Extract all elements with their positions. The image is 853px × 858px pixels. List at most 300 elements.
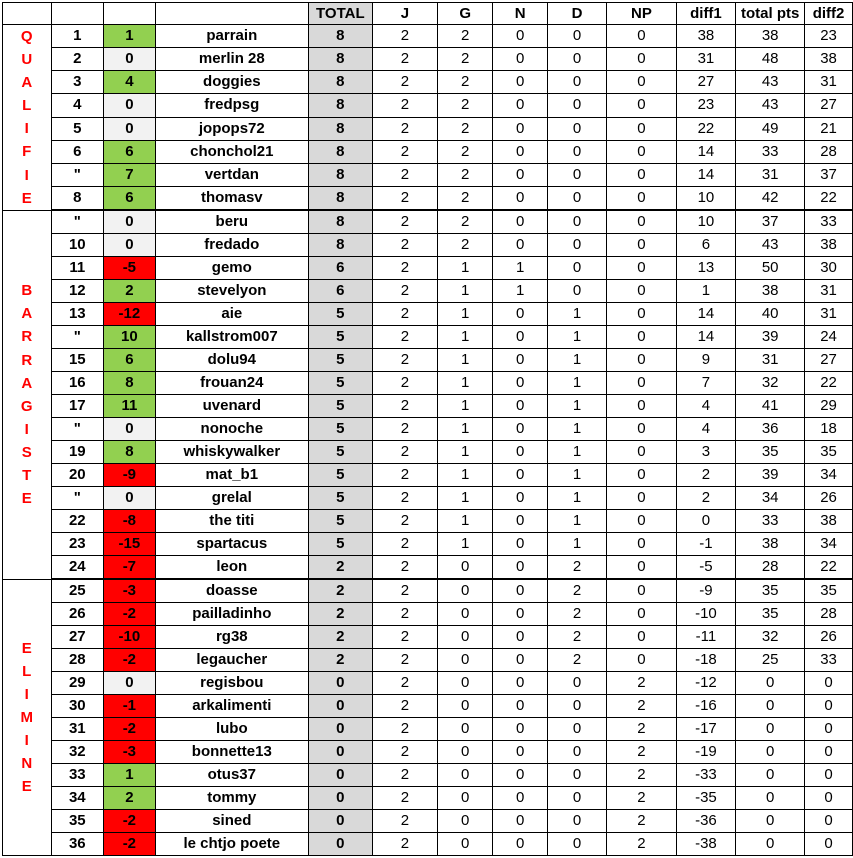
player-name: leon bbox=[155, 556, 308, 580]
total-pts-cell: 43 bbox=[736, 234, 805, 257]
rank-cell: 31 bbox=[51, 718, 104, 741]
player-name: chonchol21 bbox=[155, 140, 308, 163]
drawn-cell: 0 bbox=[493, 140, 547, 163]
won-cell: 2 bbox=[438, 186, 493, 210]
rank-cell: " bbox=[51, 487, 104, 510]
lost-cell: 0 bbox=[547, 787, 606, 810]
drawn-cell: 0 bbox=[493, 810, 547, 833]
total-pts-cell: 0 bbox=[736, 787, 805, 810]
rank-cell: 11 bbox=[51, 257, 104, 280]
played-cell: 2 bbox=[372, 787, 437, 810]
lost-cell: 1 bbox=[547, 487, 606, 510]
won-cell: 1 bbox=[438, 487, 493, 510]
drawn-cell: 0 bbox=[493, 787, 547, 810]
move-cell: 6 bbox=[104, 140, 156, 163]
table-row bbox=[3, 533, 853, 556]
drawn-cell: 0 bbox=[493, 833, 547, 856]
total-pts-cell: 48 bbox=[736, 48, 805, 71]
move-cell: -8 bbox=[104, 510, 156, 533]
player-name: gemo bbox=[155, 257, 308, 280]
total-cell: 6 bbox=[308, 280, 372, 303]
diff2-cell: 23 bbox=[805, 25, 853, 48]
played-cell: 2 bbox=[372, 418, 437, 441]
player-name: merlin 28 bbox=[155, 48, 308, 71]
lost-cell: 2 bbox=[547, 626, 606, 649]
player-name: whiskywalker bbox=[155, 441, 308, 464]
total-pts-cell: 33 bbox=[736, 510, 805, 533]
diff1-cell: 13 bbox=[676, 257, 736, 280]
diff1-cell: -18 bbox=[676, 649, 736, 672]
drawn-cell: 0 bbox=[493, 326, 547, 349]
lost-cell: 2 bbox=[547, 556, 606, 580]
move-cell: -15 bbox=[104, 533, 156, 556]
drawn-cell: 0 bbox=[493, 163, 547, 186]
table-row bbox=[3, 464, 853, 487]
played-cell: 2 bbox=[372, 395, 437, 418]
not-played-cell: 0 bbox=[607, 603, 676, 626]
drawn-cell: 0 bbox=[493, 117, 547, 140]
diff2-cell: 28 bbox=[805, 140, 853, 163]
not-played-cell: 0 bbox=[607, 556, 676, 580]
diff1-cell: -12 bbox=[676, 672, 736, 695]
move-cell: -9 bbox=[104, 464, 156, 487]
won-cell: 1 bbox=[438, 395, 493, 418]
lost-cell: 0 bbox=[547, 71, 606, 94]
won-cell: 2 bbox=[438, 210, 493, 234]
diff1-cell: -5 bbox=[676, 556, 736, 580]
move-cell: 0 bbox=[104, 487, 156, 510]
not-played-cell: 0 bbox=[607, 186, 676, 210]
not-played-cell: 2 bbox=[607, 764, 676, 787]
won-cell: 0 bbox=[438, 810, 493, 833]
rank-cell: 29 bbox=[51, 672, 104, 695]
diff2-cell: 35 bbox=[805, 441, 853, 464]
move-cell: 0 bbox=[104, 94, 156, 117]
total-cell: 5 bbox=[308, 349, 372, 372]
stage-letters: Q U A L I F I E bbox=[20, 28, 33, 207]
drawn-cell: 0 bbox=[493, 649, 547, 672]
move-cell: 4 bbox=[104, 71, 156, 94]
lost-cell: 0 bbox=[547, 280, 606, 303]
played-cell: 2 bbox=[372, 510, 437, 533]
not-played-cell: 0 bbox=[607, 349, 676, 372]
diff2-cell: 0 bbox=[805, 672, 853, 695]
total-pts-cell: 38 bbox=[736, 280, 805, 303]
diff2-cell: 35 bbox=[805, 579, 853, 603]
lost-cell: 1 bbox=[547, 441, 606, 464]
won-cell: 2 bbox=[438, 140, 493, 163]
total-pts-cell: 43 bbox=[736, 71, 805, 94]
drawn-cell: 0 bbox=[493, 626, 547, 649]
table-row bbox=[3, 210, 853, 234]
diff2-cell: 27 bbox=[805, 349, 853, 372]
played-cell: 2 bbox=[372, 326, 437, 349]
diff2-cell: 0 bbox=[805, 695, 853, 718]
not-played-cell: 0 bbox=[607, 510, 676, 533]
won-cell: 0 bbox=[438, 718, 493, 741]
played-cell: 2 bbox=[372, 94, 437, 117]
played-cell: 2 bbox=[372, 349, 437, 372]
won-cell: 0 bbox=[438, 672, 493, 695]
diff1-cell: 2 bbox=[676, 487, 736, 510]
not-played-cell: 2 bbox=[607, 695, 676, 718]
diff2-cell: 24 bbox=[805, 326, 853, 349]
rank-cell: 33 bbox=[51, 764, 104, 787]
diff2-cell: 26 bbox=[805, 626, 853, 649]
drawn-cell: 0 bbox=[493, 234, 547, 257]
move-cell: -3 bbox=[104, 579, 156, 603]
rank-cell: 28 bbox=[51, 649, 104, 672]
drawn-cell: 0 bbox=[493, 718, 547, 741]
rank-cell: 8 bbox=[51, 186, 104, 210]
diff1-cell: 4 bbox=[676, 395, 736, 418]
total-pts-cell: 33 bbox=[736, 140, 805, 163]
rank-cell: 27 bbox=[51, 626, 104, 649]
not-played-cell: 2 bbox=[607, 833, 676, 856]
not-played-cell: 0 bbox=[607, 487, 676, 510]
drawn-cell: 0 bbox=[493, 210, 547, 234]
lost-cell: 0 bbox=[547, 186, 606, 210]
drawn-cell: 0 bbox=[493, 441, 547, 464]
total-cell: 2 bbox=[308, 649, 372, 672]
total-pts-cell: 32 bbox=[736, 626, 805, 649]
diff1-cell: 3 bbox=[676, 441, 736, 464]
diff1-cell: 14 bbox=[676, 163, 736, 186]
drawn-cell: 0 bbox=[493, 349, 547, 372]
lost-cell: 1 bbox=[547, 303, 606, 326]
diff2-cell: 0 bbox=[805, 718, 853, 741]
total-cell: 2 bbox=[308, 556, 372, 580]
header-rank bbox=[51, 3, 104, 25]
player-name: sined bbox=[155, 810, 308, 833]
drawn-cell: 0 bbox=[493, 303, 547, 326]
stage-letters: B A R R A G I S T E bbox=[20, 282, 33, 508]
move-cell: 6 bbox=[104, 186, 156, 210]
rank-cell: " bbox=[51, 163, 104, 186]
move-cell: 0 bbox=[104, 48, 156, 71]
played-cell: 2 bbox=[372, 257, 437, 280]
table-row bbox=[3, 741, 853, 764]
total-pts-cell: 0 bbox=[736, 810, 805, 833]
lost-cell: 0 bbox=[547, 764, 606, 787]
played-cell: 2 bbox=[372, 533, 437, 556]
player-name: rg38 bbox=[155, 626, 308, 649]
total-pts-cell: 41 bbox=[736, 395, 805, 418]
rank-cell: 6 bbox=[51, 140, 104, 163]
won-cell: 0 bbox=[438, 833, 493, 856]
played-cell: 2 bbox=[372, 764, 437, 787]
lost-cell: 0 bbox=[547, 210, 606, 234]
diff1-cell: 23 bbox=[676, 94, 736, 117]
won-cell: 0 bbox=[438, 626, 493, 649]
move-cell: -5 bbox=[104, 257, 156, 280]
player-name: otus37 bbox=[155, 764, 308, 787]
rank-cell: 10 bbox=[51, 234, 104, 257]
diff1-cell: -16 bbox=[676, 695, 736, 718]
total-cell: 0 bbox=[308, 695, 372, 718]
stage-label-barragiste bbox=[3, 210, 52, 579]
drawn-cell: 0 bbox=[493, 395, 547, 418]
total-cell: 5 bbox=[308, 510, 372, 533]
diff2-cell: 31 bbox=[805, 280, 853, 303]
diff1-cell: -36 bbox=[676, 810, 736, 833]
rank-cell: 16 bbox=[51, 372, 104, 395]
won-cell: 1 bbox=[438, 510, 493, 533]
diff1-cell: 0 bbox=[676, 510, 736, 533]
played-cell: 2 bbox=[372, 833, 437, 856]
lost-cell: 1 bbox=[547, 418, 606, 441]
diff2-cell: 33 bbox=[805, 210, 853, 234]
total-cell: 5 bbox=[308, 464, 372, 487]
not-played-cell: 0 bbox=[607, 210, 676, 234]
lost-cell: 2 bbox=[547, 649, 606, 672]
player-name: dolu94 bbox=[155, 349, 308, 372]
table-row bbox=[3, 395, 853, 418]
lost-cell: 1 bbox=[547, 464, 606, 487]
diff2-cell: 34 bbox=[805, 464, 853, 487]
lost-cell: 0 bbox=[547, 695, 606, 718]
diff2-cell: 26 bbox=[805, 487, 853, 510]
table-row bbox=[3, 510, 853, 533]
header-diff1: diff1 bbox=[676, 3, 736, 25]
diff2-cell: 21 bbox=[805, 117, 853, 140]
won-cell: 0 bbox=[438, 787, 493, 810]
lost-cell: 0 bbox=[547, 718, 606, 741]
total-pts-cell: 50 bbox=[736, 257, 805, 280]
header-move bbox=[104, 3, 156, 25]
diff1-cell: -38 bbox=[676, 833, 736, 856]
total-cell: 0 bbox=[308, 718, 372, 741]
rank-cell: " bbox=[51, 326, 104, 349]
played-cell: 2 bbox=[372, 487, 437, 510]
lost-cell: 0 bbox=[547, 833, 606, 856]
total-pts-cell: 0 bbox=[736, 833, 805, 856]
move-cell: 8 bbox=[104, 372, 156, 395]
won-cell: 0 bbox=[438, 764, 493, 787]
not-played-cell: 2 bbox=[607, 787, 676, 810]
total-pts-cell: 25 bbox=[736, 649, 805, 672]
rank-cell: " bbox=[51, 418, 104, 441]
played-cell: 2 bbox=[372, 718, 437, 741]
total-cell: 0 bbox=[308, 810, 372, 833]
total-pts-cell: 39 bbox=[736, 326, 805, 349]
lost-cell: 2 bbox=[547, 579, 606, 603]
drawn-cell: 0 bbox=[493, 464, 547, 487]
table-row bbox=[3, 186, 853, 210]
won-cell: 2 bbox=[438, 25, 493, 48]
total-cell: 8 bbox=[308, 48, 372, 71]
total-cell: 8 bbox=[308, 210, 372, 234]
lost-cell: 1 bbox=[547, 533, 606, 556]
player-name: spartacus bbox=[155, 533, 308, 556]
rank-cell: 23 bbox=[51, 533, 104, 556]
header-diff2: diff2 bbox=[805, 3, 853, 25]
played-cell: 2 bbox=[372, 649, 437, 672]
drawn-cell: 0 bbox=[493, 71, 547, 94]
player-name: beru bbox=[155, 210, 308, 234]
total-pts-cell: 0 bbox=[736, 718, 805, 741]
won-cell: 2 bbox=[438, 234, 493, 257]
lost-cell: 0 bbox=[547, 94, 606, 117]
not-played-cell: 0 bbox=[607, 626, 676, 649]
total-cell: 8 bbox=[308, 94, 372, 117]
move-cell: -7 bbox=[104, 556, 156, 580]
table-row bbox=[3, 649, 853, 672]
won-cell: 1 bbox=[438, 372, 493, 395]
played-cell: 2 bbox=[372, 672, 437, 695]
diff1-cell: 38 bbox=[676, 25, 736, 48]
won-cell: 0 bbox=[438, 649, 493, 672]
header-d: D bbox=[547, 3, 606, 25]
lost-cell: 0 bbox=[547, 117, 606, 140]
player-name: uvenard bbox=[155, 395, 308, 418]
player-name: mat_b1 bbox=[155, 464, 308, 487]
played-cell: 2 bbox=[372, 464, 437, 487]
drawn-cell: 0 bbox=[493, 672, 547, 695]
total-pts-cell: 39 bbox=[736, 464, 805, 487]
table-row bbox=[3, 810, 853, 833]
not-played-cell: 0 bbox=[607, 140, 676, 163]
played-cell: 2 bbox=[372, 71, 437, 94]
table-row bbox=[3, 163, 853, 186]
move-cell: 10 bbox=[104, 326, 156, 349]
player-name: fredado bbox=[155, 234, 308, 257]
rank-cell: 15 bbox=[51, 349, 104, 372]
played-cell: 2 bbox=[372, 186, 437, 210]
table-row bbox=[3, 695, 853, 718]
table-row bbox=[3, 94, 853, 117]
lost-cell: 1 bbox=[547, 349, 606, 372]
not-played-cell: 2 bbox=[607, 810, 676, 833]
table-row bbox=[3, 303, 853, 326]
table-row bbox=[3, 372, 853, 395]
diff1-cell: 14 bbox=[676, 140, 736, 163]
move-cell: -2 bbox=[104, 603, 156, 626]
total-cell: 5 bbox=[308, 326, 372, 349]
diff2-cell: 18 bbox=[805, 418, 853, 441]
diff1-cell: -11 bbox=[676, 626, 736, 649]
diff2-cell: 0 bbox=[805, 741, 853, 764]
player-name: regisbou bbox=[155, 672, 308, 695]
total-cell: 2 bbox=[308, 626, 372, 649]
rank-cell: 35 bbox=[51, 810, 104, 833]
header-n: N bbox=[493, 3, 547, 25]
played-cell: 2 bbox=[372, 234, 437, 257]
total-pts-cell: 43 bbox=[736, 94, 805, 117]
table-row bbox=[3, 349, 853, 372]
total-pts-cell: 38 bbox=[736, 25, 805, 48]
header-player bbox=[155, 3, 308, 25]
table-row bbox=[3, 280, 853, 303]
played-cell: 2 bbox=[372, 626, 437, 649]
rank-cell: 20 bbox=[51, 464, 104, 487]
player-name: vertdan bbox=[155, 163, 308, 186]
total-cell: 8 bbox=[308, 71, 372, 94]
rank-cell: " bbox=[51, 210, 104, 234]
played-cell: 2 bbox=[372, 140, 437, 163]
total-cell: 8 bbox=[308, 163, 372, 186]
table-row bbox=[3, 326, 853, 349]
player-name: jopops72 bbox=[155, 117, 308, 140]
total-pts-cell: 35 bbox=[736, 441, 805, 464]
move-cell: 1 bbox=[104, 764, 156, 787]
rank-cell: 13 bbox=[51, 303, 104, 326]
diff1-cell: 6 bbox=[676, 234, 736, 257]
lost-cell: 0 bbox=[547, 741, 606, 764]
total-cell: 8 bbox=[308, 25, 372, 48]
player-name: bonnette13 bbox=[155, 741, 308, 764]
total-pts-cell: 36 bbox=[736, 418, 805, 441]
total-cell: 5 bbox=[308, 441, 372, 464]
not-played-cell: 0 bbox=[607, 326, 676, 349]
header-np: NP bbox=[607, 3, 676, 25]
rank-cell: 22 bbox=[51, 510, 104, 533]
diff1-cell: 27 bbox=[676, 71, 736, 94]
total-pts-cell: 37 bbox=[736, 210, 805, 234]
table-row bbox=[3, 579, 853, 603]
player-name: lubo bbox=[155, 718, 308, 741]
won-cell: 1 bbox=[438, 326, 493, 349]
lost-cell: 1 bbox=[547, 510, 606, 533]
drawn-cell: 0 bbox=[493, 695, 547, 718]
standings-sheet bbox=[2, 2, 853, 856]
not-played-cell: 0 bbox=[607, 579, 676, 603]
player-name: legaucher bbox=[155, 649, 308, 672]
lost-cell: 1 bbox=[547, 372, 606, 395]
diff2-cell: 22 bbox=[805, 186, 853, 210]
won-cell: 1 bbox=[438, 464, 493, 487]
player-name: arkalimenti bbox=[155, 695, 308, 718]
diff1-cell: 1 bbox=[676, 280, 736, 303]
table-row bbox=[3, 764, 853, 787]
move-cell: -2 bbox=[104, 718, 156, 741]
played-cell: 2 bbox=[372, 741, 437, 764]
diff1-cell: 4 bbox=[676, 418, 736, 441]
drawn-cell: 0 bbox=[493, 556, 547, 580]
total-pts-cell: 34 bbox=[736, 487, 805, 510]
diff1-cell: 2 bbox=[676, 464, 736, 487]
total-pts-cell: 31 bbox=[736, 163, 805, 186]
move-cell: 0 bbox=[104, 234, 156, 257]
total-pts-cell: 35 bbox=[736, 579, 805, 603]
played-cell: 2 bbox=[372, 810, 437, 833]
standings-table bbox=[2, 2, 853, 856]
total-cell: 0 bbox=[308, 672, 372, 695]
total-pts-cell: 28 bbox=[736, 556, 805, 580]
move-cell: -12 bbox=[104, 303, 156, 326]
stage-label-qualifie bbox=[3, 25, 52, 211]
won-cell: 2 bbox=[438, 48, 493, 71]
diff1-cell: -10 bbox=[676, 603, 736, 626]
rank-cell: 36 bbox=[51, 833, 104, 856]
drawn-cell: 0 bbox=[493, 741, 547, 764]
won-cell: 1 bbox=[438, 303, 493, 326]
diff2-cell: 31 bbox=[805, 303, 853, 326]
not-played-cell: 2 bbox=[607, 672, 676, 695]
rank-cell: 32 bbox=[51, 741, 104, 764]
diff1-cell: -33 bbox=[676, 764, 736, 787]
move-cell: 11 bbox=[104, 395, 156, 418]
lost-cell: 0 bbox=[547, 163, 606, 186]
won-cell: 1 bbox=[438, 257, 493, 280]
played-cell: 2 bbox=[372, 280, 437, 303]
rank-cell: 25 bbox=[51, 579, 104, 603]
drawn-cell: 1 bbox=[493, 280, 547, 303]
move-cell: -2 bbox=[104, 649, 156, 672]
table-row bbox=[3, 487, 853, 510]
diff2-cell: 0 bbox=[805, 810, 853, 833]
diff1-cell: 9 bbox=[676, 349, 736, 372]
